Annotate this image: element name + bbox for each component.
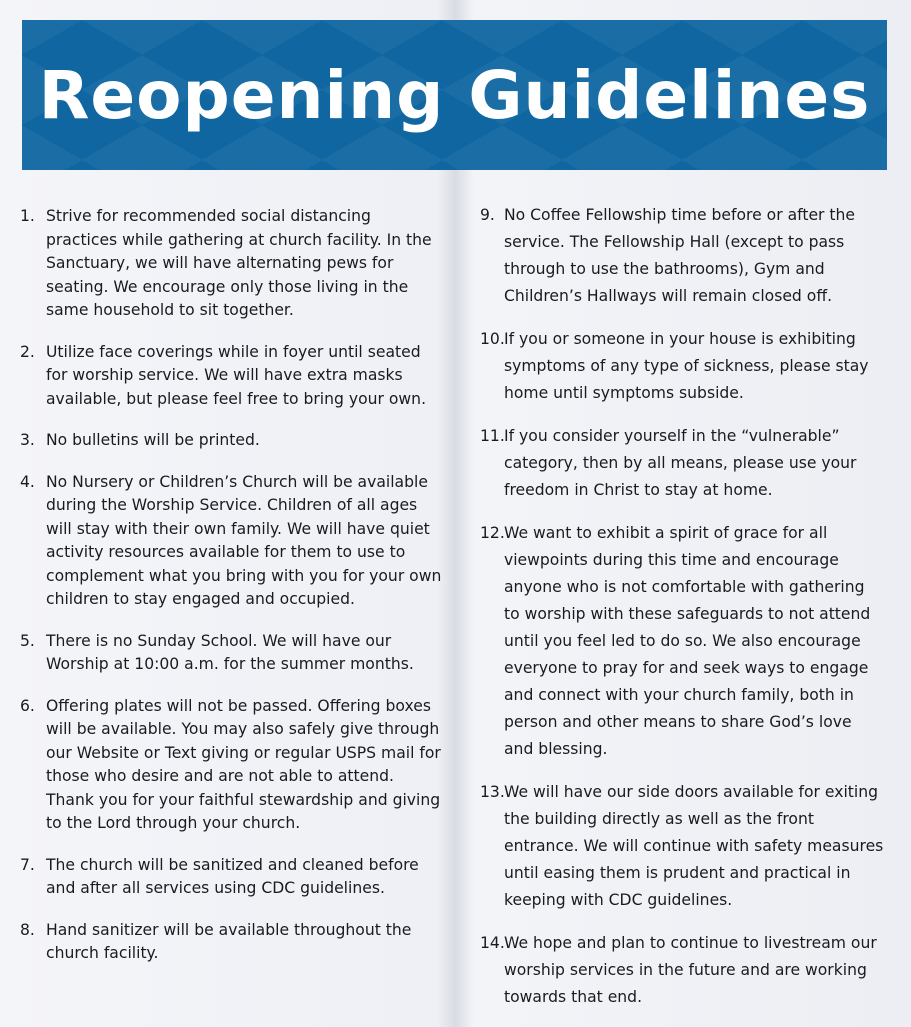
guideline-item bbox=[20, 471, 445, 612]
guideline-item bbox=[20, 919, 445, 966]
item-number: 7. bbox=[20, 855, 35, 874]
guideline-item bbox=[20, 429, 445, 453]
guideline-item bbox=[480, 520, 885, 763]
item-number: 10. bbox=[480, 330, 505, 348]
item-number: 1. bbox=[20, 207, 35, 225]
item-text: The church will be sanitized and cleaned before and after all services using CDC guidelines. bbox=[46, 855, 419, 897]
guidelines-right-column bbox=[480, 202, 885, 1027]
item-number: 3. bbox=[20, 431, 35, 449]
item-number: 13. bbox=[480, 783, 505, 801]
page-title: Reopening Guidelines bbox=[38, 56, 871, 134]
guideline-item bbox=[480, 202, 885, 310]
item-text: Strive for recommended social distancing practices while gathering at church facility. In the Sanctuary, we will have alternating pews for seating. We encourage only those living in the same household to sit together. bbox=[46, 207, 432, 319]
item-text: Offering plates will not be passed. Offering boxes will be available. You may also safely give through our Website or Text giving or regular USPS mail for those who desire and are not able to attend. Thank you for your faithful stewardship and giving to the Lord through your church. bbox=[46, 696, 441, 832]
guideline-item bbox=[20, 630, 445, 677]
item-number: 6. bbox=[20, 696, 35, 715]
item-text: If you or someone in your house is exhibiting symptoms of any type of sickness, please stay home until symptoms subside. bbox=[504, 330, 869, 402]
item-text: No Nursery or Children’s Church will be available during the Worship Service. Children of all ages will stay with their own family. We will have quiet activity resources available for them to use to complement what you bring with you for your own children to stay engaged and occupied. bbox=[46, 472, 442, 608]
title-banner bbox=[22, 20, 887, 170]
item-text: No Coffee Fellowship time before or after the service. The Fellowship Hall (except to pass through to use the bathrooms), Gym and Children’s Hallways will remain closed off. bbox=[504, 206, 856, 305]
item-number: 11. bbox=[480, 427, 505, 445]
item-text: Hand sanitizer will be available throughout the church facility. bbox=[46, 920, 412, 962]
item-number: 5. bbox=[20, 631, 35, 650]
item-number: 14. bbox=[480, 934, 505, 952]
item-number: 4. bbox=[20, 472, 35, 491]
item-text: There is no Sunday School. We will have our Worship at 10:00 a.m. for the summer months. bbox=[46, 631, 414, 673]
item-number: 12. bbox=[480, 524, 505, 542]
item-text: We will have our side doors available for exiting the building directly as well as the front entrance. We will continue with safety measures until easing them is prudent and practical in keeping with CDC guidelines. bbox=[504, 783, 884, 909]
item-number: 9. bbox=[480, 206, 495, 224]
item-number: 8. bbox=[20, 920, 35, 939]
item-text: We want to exhibit a spirit of grace for all viewpoints during this time and encourage anyone who is not comfortable with gathering to worship with these safeguards to not attend until you feel led to do so. We also encourage everyone to pray for and seek ways to engage and connect with your church family, both in person and other means to share God’s love and blessing. bbox=[504, 524, 871, 758]
guideline-item bbox=[20, 341, 445, 412]
guideline-item bbox=[480, 930, 885, 1011]
guideline-item bbox=[20, 205, 445, 323]
guideline-item bbox=[20, 854, 445, 901]
item-text: Utilize face coverings while in foyer until seated for worship service. We will have extra masks available, but please feel free to bring your own. bbox=[46, 342, 427, 408]
guidelines-left-column bbox=[20, 205, 445, 984]
item-text: We hope and plan to continue to livestream our worship services in the future and are working towards that end. bbox=[504, 934, 877, 1006]
guideline-item bbox=[480, 779, 885, 914]
item-text: If you consider yourself in the “vulnerable” category, then by all means, please use your freedom in Christ to stay at home. bbox=[504, 427, 857, 499]
guideline-item bbox=[480, 423, 885, 504]
guideline-item bbox=[20, 695, 445, 836]
item-text: No bulletins will be printed. bbox=[46, 431, 260, 449]
guideline-item bbox=[480, 326, 885, 407]
item-number: 2. bbox=[20, 342, 35, 361]
